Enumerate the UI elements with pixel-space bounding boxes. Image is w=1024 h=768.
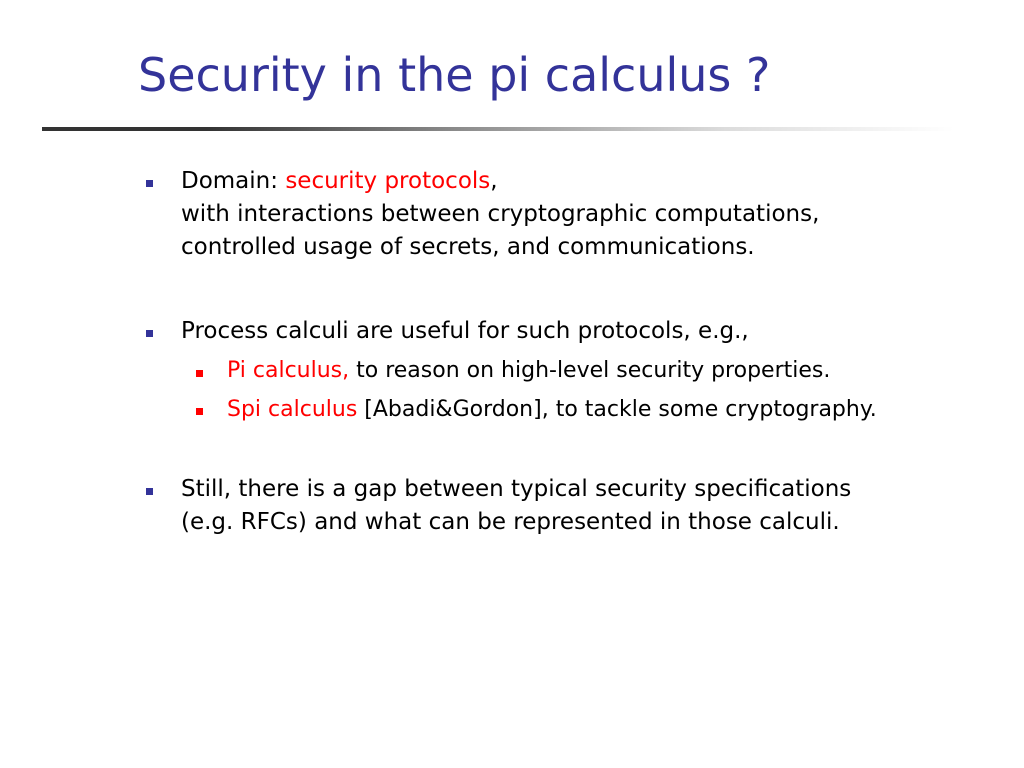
sub-bullet-pi-calculus-text: to reason on high-level security properties. (349, 358, 831, 383)
sub-bullet-marker (196, 408, 203, 415)
bullet-gap-line1: Still, there is a gap between typical security specifications (181, 476, 852, 502)
bullet-gap-line2: (e.g. RFCs) and what can be represented in those calculi. (181, 509, 840, 535)
highlight-security-protocols: security protocols (285, 168, 491, 194)
bullet-process-calculi: Process calculi are useful for such protocols, e.g., (181, 318, 749, 344)
sub-bullet-spi-calculus (227, 395, 877, 425)
bullet-marker (146, 488, 153, 495)
bullet-domain-line3: controlled usage of secrets, and communications. (181, 234, 755, 260)
bullet-domain-suffix: , (490, 168, 498, 194)
sub-bullet-spi-calculus-text: [Abadi&Gordon], to tackle some cryptography. (357, 397, 877, 422)
bullet-domain (181, 165, 819, 264)
bullet-marker (146, 180, 153, 187)
highlight-pi-calculus: Pi calculus, (227, 358, 350, 383)
bullet-gap (181, 473, 851, 539)
bullet-domain-line2: with interactions between cryptographic computations, (181, 201, 820, 227)
bullet-domain-prefix: Domain: (181, 168, 286, 194)
sub-bullet-pi-calculus (227, 356, 830, 386)
highlight-spi-calculus: Spi calculus (227, 397, 358, 422)
bullet-marker (146, 330, 153, 337)
slide-title: Security in the pi calculus ? (138, 48, 771, 102)
sub-bullet-marker (196, 370, 203, 377)
bullet-domain-line1 (181, 165, 819, 198)
